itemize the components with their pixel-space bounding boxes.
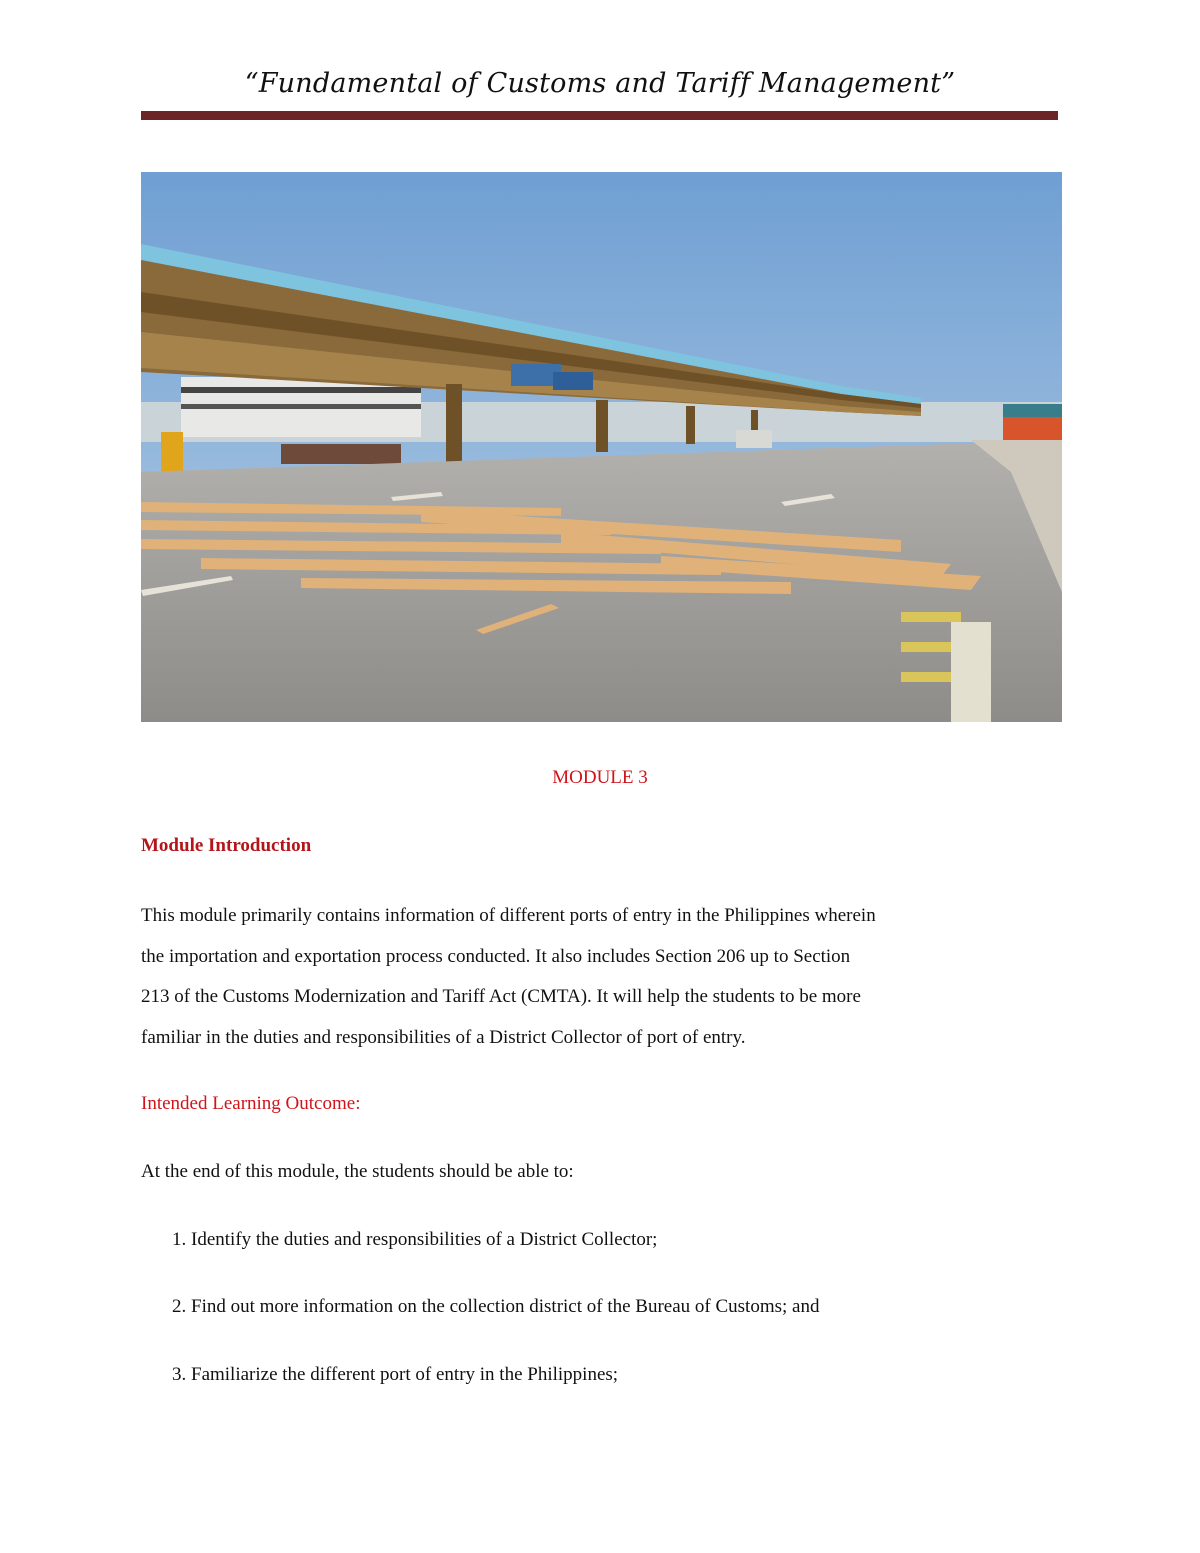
port-photo: [141, 172, 1062, 722]
introduction-paragraph: [141, 896, 1071, 1058]
outcome-item: 3. Familiarize the different port of entry in the Philippines;: [172, 1364, 619, 1385]
paragraph-line: the importation and exportation process conducted. It also includes Section 206 up to Section: [141, 945, 851, 967]
document-title: “Fundamental of Customs and Tariff Management”: [244, 68, 956, 99]
learning-outcome-heading: Intended Learning Outcome:: [141, 1093, 361, 1114]
paragraph-line: 213 of the Customs Modernization and Tariff Act (CMTA). It will help the students to be more: [141, 986, 861, 1007]
module-introduction-heading: Module Introduction: [141, 835, 312, 856]
paragraph-line: This module primarily contains information of different ports of entry in the Philippines wherein: [141, 905, 876, 926]
module-label: MODULE 3: [552, 767, 648, 788]
paragraph-line: familiar in the duties and responsibilities of a District Collector of port of entry.: [141, 1026, 746, 1048]
outcome-lead-in: At the end of this module, the students should be able to:: [141, 1161, 574, 1182]
outcome-item: 1. Identify the duties and responsibilities of a District Collector;: [172, 1229, 658, 1250]
header-rule: [141, 111, 1058, 120]
outcome-item: 2. Find out more information on the collection district of the Bureau of Customs; and: [172, 1296, 820, 1317]
